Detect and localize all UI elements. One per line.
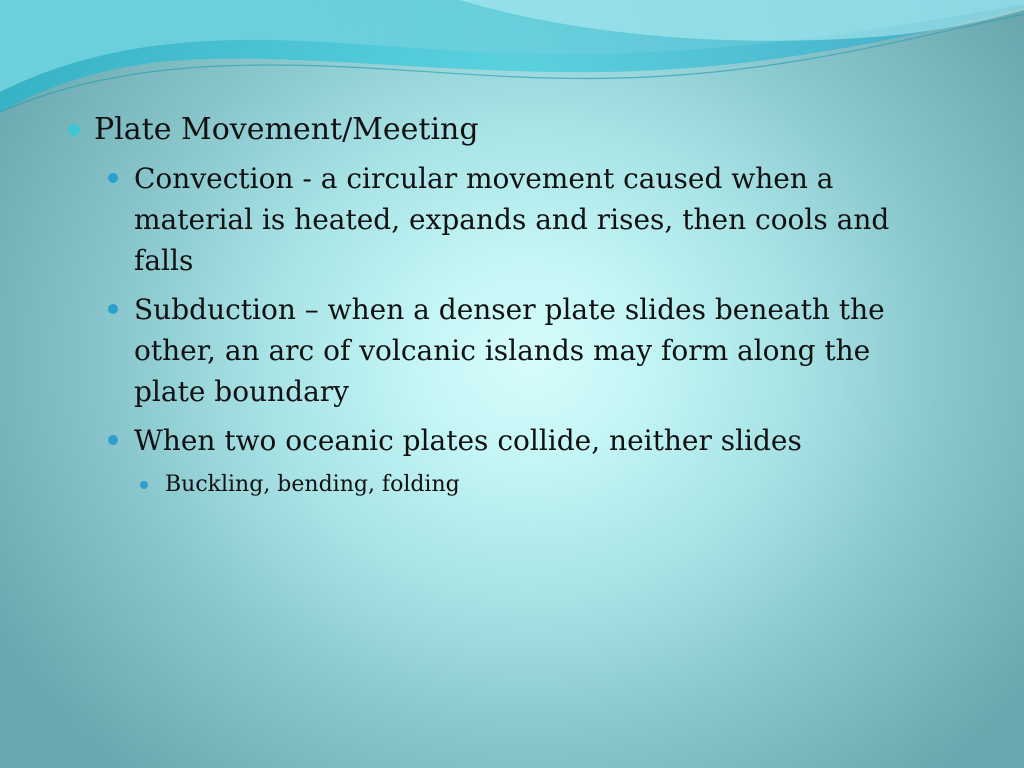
bullet-text: Subduction – when a denser plate slides beneath the other, an arc of volcanic islands may form along the plate boundary	[134, 293, 885, 408]
bullet-text: Plate Movement/Meeting	[94, 112, 479, 147]
slide-body	[62, 108, 942, 501]
bullet-text: When two oceanic plates collide, neither slides	[134, 424, 802, 457]
bullet-level3	[62, 469, 942, 501]
bullet-level2	[62, 420, 924, 461]
bullet-dot-icon	[68, 124, 80, 136]
bullet-level1	[62, 108, 942, 152]
bullet-dot-icon	[108, 173, 118, 183]
bullet-level2	[62, 289, 924, 412]
bullet-text: Convection - a circular movement caused when a material is heated, expands and rises, then cools and falls	[134, 162, 890, 277]
bullet-dot-icon	[108, 304, 118, 314]
bullet-dot-icon	[108, 435, 118, 445]
bullet-level2	[62, 158, 924, 281]
bullet-dot-icon	[140, 481, 148, 489]
bullet-text: Buckling, bending, folding	[165, 472, 460, 497]
